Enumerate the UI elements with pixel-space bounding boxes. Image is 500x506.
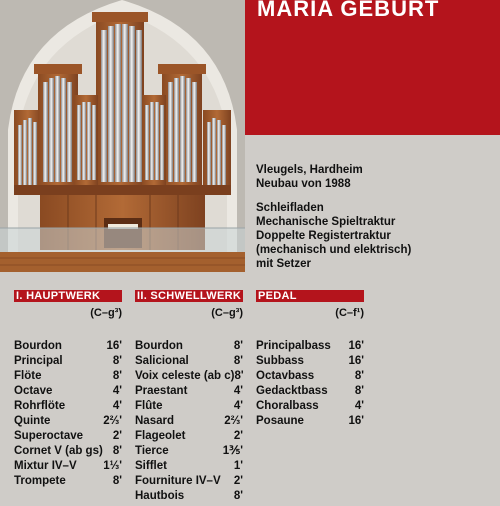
stop-row: [256, 354, 364, 369]
stop-feet: 8': [233, 340, 243, 352]
stop-feet: 4': [233, 385, 243, 397]
stop-name: Subbass: [256, 355, 304, 367]
stop-row: [14, 399, 122, 414]
stop-list: [135, 339, 243, 504]
stop-feet: 4': [112, 385, 122, 397]
title-banner: [245, 0, 500, 135]
stop-name: Gedacktbass: [256, 385, 328, 397]
stop-feet: 16': [106, 340, 122, 352]
stop-feet: 8': [233, 355, 243, 367]
stop-feet: 2⅔': [224, 415, 243, 427]
stop-feet: 16': [348, 415, 364, 427]
stop-feet: 16': [348, 355, 364, 367]
stop-name: Tierce: [135, 445, 169, 457]
stop-name: Principal: [14, 355, 63, 367]
stop-row: [135, 354, 243, 369]
stop-feet: 8': [112, 475, 122, 487]
stop-row: [135, 414, 243, 429]
stop-name: Salicional: [135, 355, 189, 367]
stop-feet: 4': [112, 400, 122, 412]
page-title: MARIA GEBURT: [257, 0, 440, 21]
stop-name: Bourdon: [135, 340, 183, 352]
division-heading: II. SCHWELLWERK: [137, 290, 242, 302]
division-heading: I. HAUPTWERK: [14, 290, 122, 302]
division-range: (C–g³): [90, 307, 122, 319]
stop-row: [14, 369, 122, 384]
stop-feet: 8': [354, 370, 364, 382]
division-hauptwerk: [14, 290, 122, 489]
feature-line: Schleifladen: [256, 202, 324, 214]
stop-row: [135, 399, 243, 414]
stop-feet: 2': [233, 430, 243, 442]
feature-line: mit Setzer: [256, 258, 311, 270]
stop-feet: 4': [354, 400, 364, 412]
stop-feet: 4': [233, 400, 243, 412]
stop-row: [135, 459, 243, 474]
stop-row: [14, 429, 122, 444]
stop-feet: 2': [233, 475, 243, 487]
division-range: (C–f¹): [335, 307, 364, 319]
stop-row: [135, 369, 243, 384]
stop-name: Trompete: [14, 475, 66, 487]
stop-name: Quinte: [14, 415, 51, 427]
stop-feet: 16': [348, 340, 364, 352]
stop-name: Cornet V (ab gs): [14, 445, 103, 457]
stop-row: [256, 369, 364, 384]
stop-feet: 1': [233, 460, 243, 472]
stop-name: Flöte: [14, 370, 42, 382]
stop-row: [256, 414, 364, 429]
stop-name: Nasard: [135, 415, 174, 427]
stop-name: Posaune: [256, 415, 304, 427]
year-text: Neubau von 1988: [256, 178, 351, 190]
stop-row: [135, 429, 243, 444]
stop-name: Octave: [14, 385, 53, 397]
stop-feet: 8': [112, 370, 122, 382]
stop-name: Hautbois: [135, 490, 185, 502]
feature-line: Doppelte Registertraktur: [256, 230, 391, 242]
stop-feet: 8': [234, 370, 244, 382]
stop-name: Mixtur IV–V: [14, 460, 77, 472]
stop-row: [14, 459, 122, 474]
stop-row: [135, 339, 243, 354]
stop-row: [14, 474, 122, 489]
stop-row: [14, 339, 122, 354]
stop-name: Rohrflöte: [14, 400, 66, 412]
stop-row: [135, 489, 243, 504]
stop-row: [135, 444, 243, 459]
stop-feet: 8': [112, 355, 122, 367]
stop-row: [135, 474, 243, 489]
stop-name: Flageolet: [135, 430, 186, 442]
division-range: (C–g³): [211, 307, 243, 319]
stop-feet: 1⅓': [103, 460, 122, 472]
stop-list: [14, 339, 122, 489]
stop-name: Superoctave: [14, 430, 84, 442]
stop-row: [14, 354, 122, 369]
stop-feet: 8': [354, 385, 364, 397]
stop-name: Choralbass: [256, 400, 319, 412]
stop-name: Octavbass: [256, 370, 315, 382]
stop-name: Principalbass: [256, 340, 331, 352]
stop-row: [135, 384, 243, 399]
stop-row: [14, 384, 122, 399]
stop-name: Flûte: [135, 400, 163, 412]
stop-list: [256, 339, 364, 429]
stop-feet: 8': [112, 445, 122, 457]
stop-row: [256, 399, 364, 414]
feature-line: Mechanische Spieltraktur: [256, 216, 396, 228]
stop-row: [256, 339, 364, 354]
stop-row: [14, 444, 122, 459]
organ-info: [256, 163, 496, 271]
builder-text: Vleugels, Hardheim: [256, 164, 363, 176]
stop-feet: 8': [233, 490, 243, 502]
stop-feet: 2⅔': [103, 415, 122, 427]
stop-name: Sifflet: [135, 460, 167, 472]
division-pedal: [256, 290, 364, 429]
feature-line: (mechanisch und elektrisch): [256, 244, 412, 256]
division-schwellwerk: [135, 290, 243, 504]
division-heading: PEDAL: [256, 290, 364, 302]
stop-name: Voix celeste (ab c): [135, 370, 235, 382]
stop-feet: 1⅗': [222, 445, 243, 457]
stop-name: Bourdon: [14, 340, 62, 352]
stop-name: Praestant: [135, 385, 188, 397]
organ-photo: [0, 0, 245, 272]
stop-row: [14, 414, 122, 429]
stop-row: [256, 384, 364, 399]
stop-feet: 2': [112, 430, 122, 442]
stop-name: Fourniture IV–V: [135, 475, 221, 487]
